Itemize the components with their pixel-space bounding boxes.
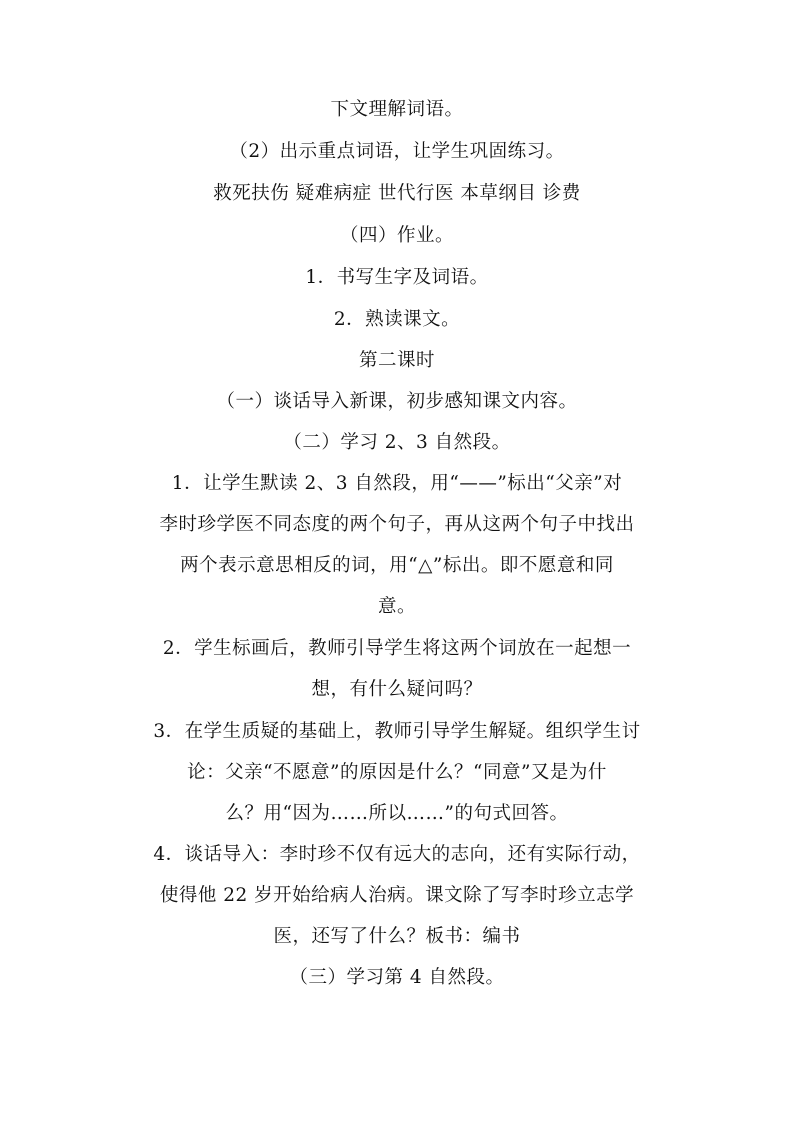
- text-line: （三）学习第 4 自然段。: [289, 967, 505, 988]
- text-line: 1．让学生默读 2、3 自然段，用“——”标出“父亲”对: [171, 473, 623, 494]
- text-line: 么？用“因为……所以……”的句式回答。: [225, 803, 569, 824]
- text-line: （2）出示重点词语，让学生巩固练习。: [229, 141, 565, 162]
- text-line: 使得他 22 岁开始给病人治病。课文除了写李时珍立志学: [159, 885, 635, 906]
- section-heading: 第二课时: [358, 350, 435, 371]
- text-line: （四）作业。: [339, 225, 454, 246]
- text-line: 救死扶伤 疑难病症 世代行医 本草纲目 诊费: [213, 183, 581, 204]
- text-line: 医，还写了什么？板书：编书: [273, 926, 521, 947]
- text-line: 李时珍学医不同态度的两个句子，再从这两个句子中找出: [159, 514, 635, 535]
- text-line: 下文理解词语。: [330, 99, 464, 120]
- text-line: 4．谈话导入：李时珍不仅有远大的志向，还有实际行动，: [153, 844, 641, 865]
- text-line: （一）谈话导入新课，初步感知课文内容。: [216, 391, 578, 412]
- text-line: 2．熟读课文。: [333, 309, 461, 330]
- text-line: 论：父亲“不愿意”的原因是什么？“同意”又是为什: [187, 762, 607, 783]
- text-line: 意。: [377, 596, 416, 617]
- text-line: 两个表示意思相反的词，用“△”标出。即不愿意和同: [180, 555, 614, 576]
- text-line: 3．在学生质疑的基础上，教师引导学生解疑。组织学生讨: [153, 721, 641, 742]
- text-line: （二）学习 2、3 自然段。: [283, 432, 511, 453]
- text-line: 想，有什么疑问吗？: [311, 679, 483, 700]
- text-line: 2．学生标画后，教师引导学生将这两个词放在一起想一: [162, 638, 632, 659]
- text-line: 1．书写生字及词语。: [305, 267, 489, 288]
